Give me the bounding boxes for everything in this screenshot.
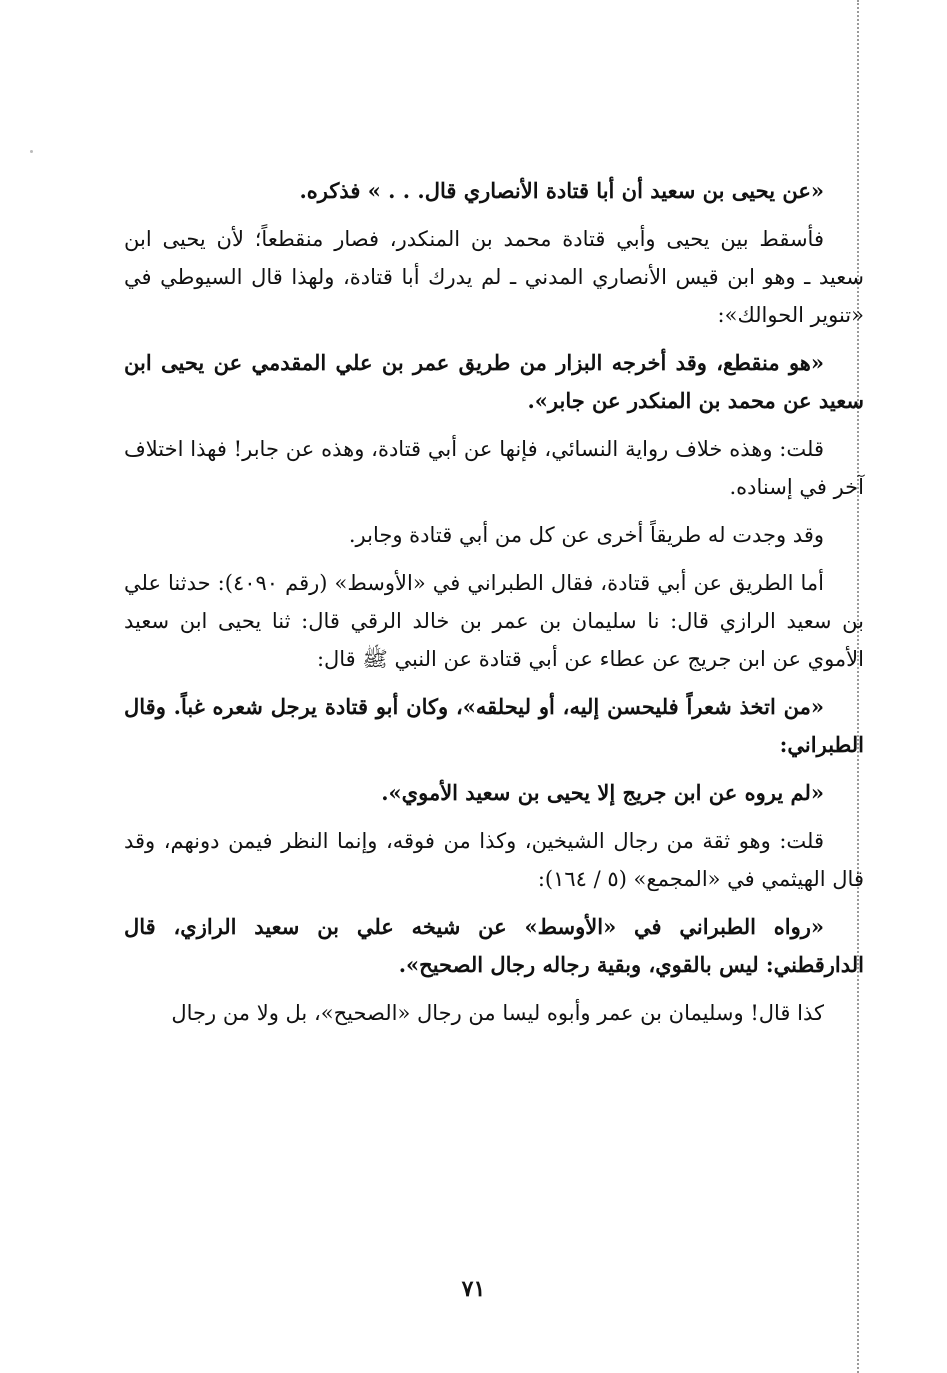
paragraph-10-quote: «رواه الطبراني في «الأوسط» عن شيخه علي بن سعيد الرازي، قال الدارقطني: ليس بالقوي، وبقية رجاله رجال الصحيح». [124, 914, 864, 977]
paragraph-8-quote: «لم يروه عن ابن جريج إلا يحيى بن سعيد الأموي». [381, 780, 824, 805]
paragraph-1-quote: «عن يحيى بن سعيد أن أبا قتادة الأنصاري قال. . . » فذكره. [299, 178, 824, 203]
body-text [124, 172, 864, 1042]
paragraph-5: وقد وجدت له طريقاً أخرى عن كل من أبي قتادة وجابر. [348, 523, 824, 547]
paragraph-9: قلت: وهو ثقة من رجال الشيخين، وكذا من فوقه، وإنما النظر فيمن دونهم، وقد قال الهيثمي في «المجمع» (٥ / ١٦٤): [124, 829, 864, 891]
paragraph-6: أما الطريق عن أبي قتادة، فقال الطبراني في «الأوسط» (رقم ٤٠٩٠): حدثنا علي بن سعيد الرازي قال: نا سليمان بن عمر بن خالد الرقي قال: ثنا يحيى ابن سعيد الأموي عن ابن جريج عن عطاء عن أبي قتادة عن النبي ﷺ قال: [124, 571, 864, 671]
paragraph-11: كذا قال! وسليمان بن عمر وأبوه ليسا من رجال «الصحيح»، بل ولا من رجال [171, 1001, 824, 1025]
paragraph-2: فأسقط بين يحيى وأبي قتادة محمد بن المنكدر، فصار منقطعاً؛ لأن يحيى ابن سعيد ـ وهو ابن قيس الأنصاري المدني ـ لم يدرك أبا قتادة، ولهذا قال السيوطي في «تنوير الحوالك»: [124, 227, 864, 327]
paragraph-4: قلت: وهذه خلاف رواية النسائي، فإنها عن أبي قتادة، وهذه عن جابر! فهذا اختلاف آخر في إسناده. [124, 437, 864, 499]
page-number: ٧١ [461, 1276, 486, 1302]
paragraph-3-quote: «هو منقطع، وقد أخرجه البزار من طريق عمر بن علي المقدمي عن يحيى ابن سعيد عن محمد بن المنكدر عن جابر». [124, 350, 864, 413]
paragraph-7-quote: «من اتخذ شعراً فليحسن إليه، أو ليحلقه»، وكان أبو قتادة يرجل شعره غباً. وقال الطبراني: [124, 694, 864, 757]
scan-speck [30, 150, 33, 153]
